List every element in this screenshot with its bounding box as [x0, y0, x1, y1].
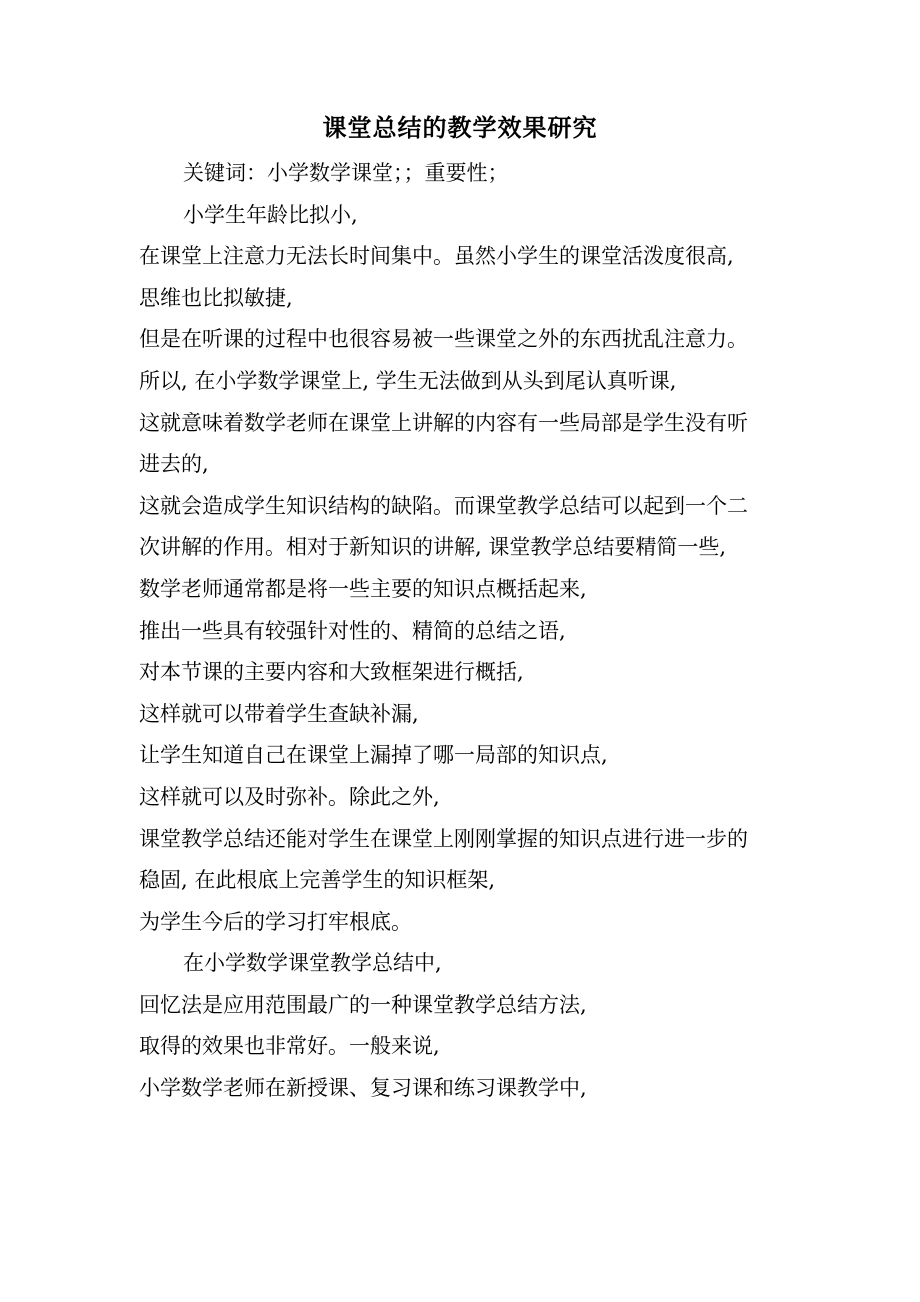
text-line: 对本节课的主要内容和大致框架进行概括,: [139, 660, 524, 685]
text-line: 次讲解的作用。相对于新知识的讲解, 课堂教学总结要精简一些,: [139, 535, 727, 560]
text-line: 进去的,: [139, 452, 209, 477]
text-line: 在课堂上注意力无法长时间集中。虽然小学生的课堂活泼度很高,: [139, 244, 734, 269]
text-line: 回忆法是应用范围最广的一种课堂教学总结方法,: [139, 992, 587, 1017]
text-line: 课堂教学总结还能对学生在课堂上刚刚掌握的知识点进行进一步的: [139, 826, 748, 851]
text-line: 小学生年龄比拟小,: [183, 202, 358, 227]
text-line: 所以, 在小学数学课堂上, 学生无法做到从头到尾认真听课,: [139, 368, 677, 393]
text-line: 但是在听课的过程中也很容易被一些课堂之外的东西扰乱注意力。: [139, 327, 748, 352]
text-line: 这就会造成学生知识结构的缺陷。而课堂教学总结可以起到一个二: [139, 493, 748, 518]
text-line: 数学老师通常都是将一些主要的知识点概括起来,: [139, 576, 587, 601]
text-line: 关键词：小学数学课堂；；重要性；: [183, 161, 509, 185]
text-line: 这样就可以及时弥补。除此之外,: [139, 784, 440, 809]
text-line: 让学生知道自己在课堂上漏掉了哪一局部的知识点,: [139, 743, 608, 768]
text-line: 这样就可以带着学生查缺补漏,: [139, 701, 419, 726]
text-line: 思维也比拟敏捷,: [139, 285, 293, 310]
text-line: 小学数学老师在新授课、复习课和练习课教学中,: [139, 1076, 587, 1101]
document-body: [139, 153, 779, 1110]
text-line: 在小学数学课堂教学总结中,: [183, 951, 442, 976]
text-line: 稳固, 在此根底上完善学生的知识框架,: [139, 868, 496, 893]
text-line: 为学生今后的学习打牢根底。: [139, 909, 412, 934]
text-line: 取得的效果也非常好。一般来说,: [139, 1034, 440, 1059]
text-line: 推出一些具有较强针对性的、精简的总结之语,: [139, 618, 566, 643]
text-line: 这就意味着数学老师在课堂上讲解的内容有一些局部是学生没有听: [139, 410, 748, 435]
document-title: 课堂总结的教学效果研究: [322, 113, 598, 142]
